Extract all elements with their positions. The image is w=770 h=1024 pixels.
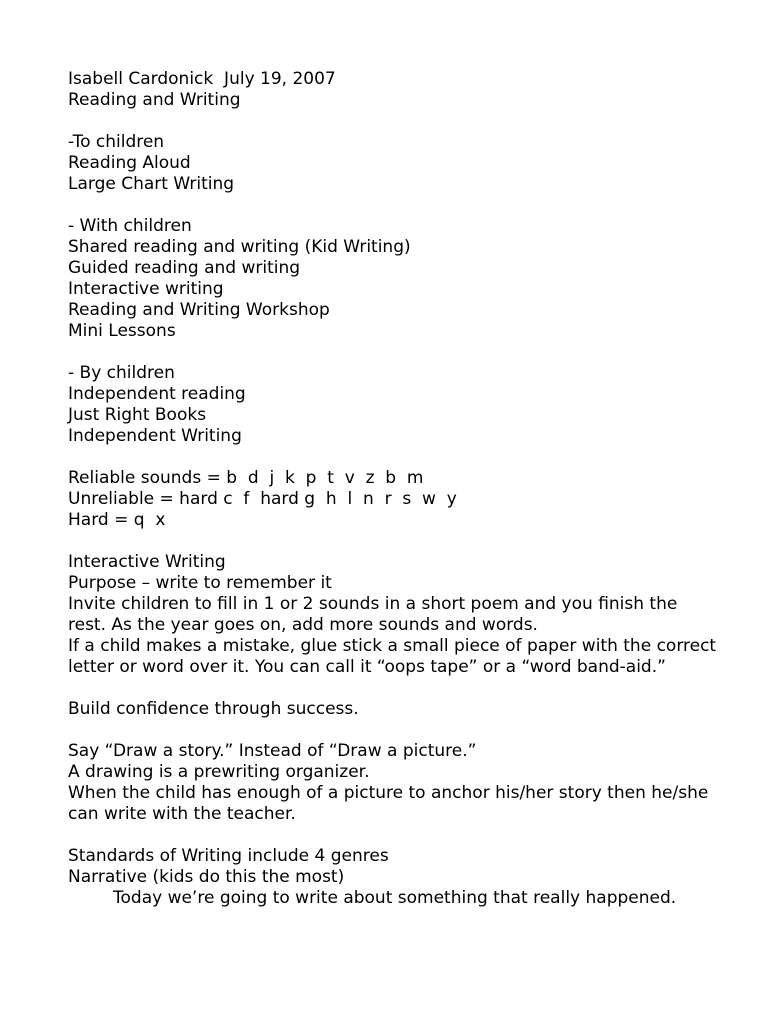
interactive-writing-heading: Interactive Writing (68, 552, 226, 572)
with-children-item: Interactive writing (68, 279, 224, 299)
blank-line (68, 447, 718, 468)
blank-line (68, 342, 718, 363)
narrative-example-line: Today we’re going to write about something that really happened. (113, 888, 677, 908)
narrative-line: Narrative (kids do this the most) (68, 867, 345, 887)
blank-line (68, 678, 718, 699)
reliable-sounds-line: Reliable sounds = b d j k p t v z b m (68, 468, 424, 488)
by-children-item: Just Right Books (68, 405, 207, 425)
blank-line (68, 195, 718, 216)
standards-heading: Standards of Writing include 4 genres (68, 846, 389, 866)
with-children-heading: - With children (68, 216, 192, 236)
with-children-item: Guided reading and writing (68, 258, 301, 278)
confidence-line: Build confidence through success. (68, 699, 359, 719)
draw-story-line: Say “Draw a story.” Instead of “Draw a picture.” (68, 741, 477, 761)
when-paragraph: When the child has enough of a picture to anchor his/her story then he/she can write with the teacher. (68, 783, 709, 824)
by-children-heading: - By children (68, 363, 175, 383)
blank-line (68, 720, 718, 741)
with-children-item: Reading and Writing Workshop (68, 300, 330, 320)
by-children-item: Independent reading (68, 384, 246, 404)
purpose-line: Purpose – write to remember it (68, 573, 332, 593)
unreliable-sounds-line: Unreliable = hard c f hard g h l n r s w y (68, 489, 457, 509)
document-body (68, 69, 718, 909)
hard-sounds-line: Hard = q x (68, 510, 166, 530)
invite-paragraph: Invite children to fill in 1 or 2 sounds in a short poem and you finish the rest. As the year goes on, add more sounds and words. (68, 594, 678, 635)
blank-line (68, 531, 718, 552)
with-children-item: Mini Lessons (68, 321, 176, 341)
to-children-heading: -To children (68, 132, 165, 152)
to-children-item: Reading Aloud (68, 153, 191, 173)
subject-line: Reading and Writing (68, 90, 241, 110)
to-children-item: Large Chart Writing (68, 174, 235, 194)
by-children-item: Independent Writing (68, 426, 242, 446)
organizer-line: A drawing is a prewriting organizer. (68, 762, 370, 782)
blank-line (68, 111, 718, 132)
blank-line (68, 825, 718, 846)
author-date-line: Isabell Cardonick July 19, 2007 (68, 69, 336, 89)
mistake-paragraph: If a child makes a mistake, glue stick a small piece of paper with the correct letter or word over it. You can call it “oops tape” or a “word band-aid.” (68, 636, 717, 677)
with-children-item: Shared reading and writing (Kid Writing) (68, 237, 411, 257)
